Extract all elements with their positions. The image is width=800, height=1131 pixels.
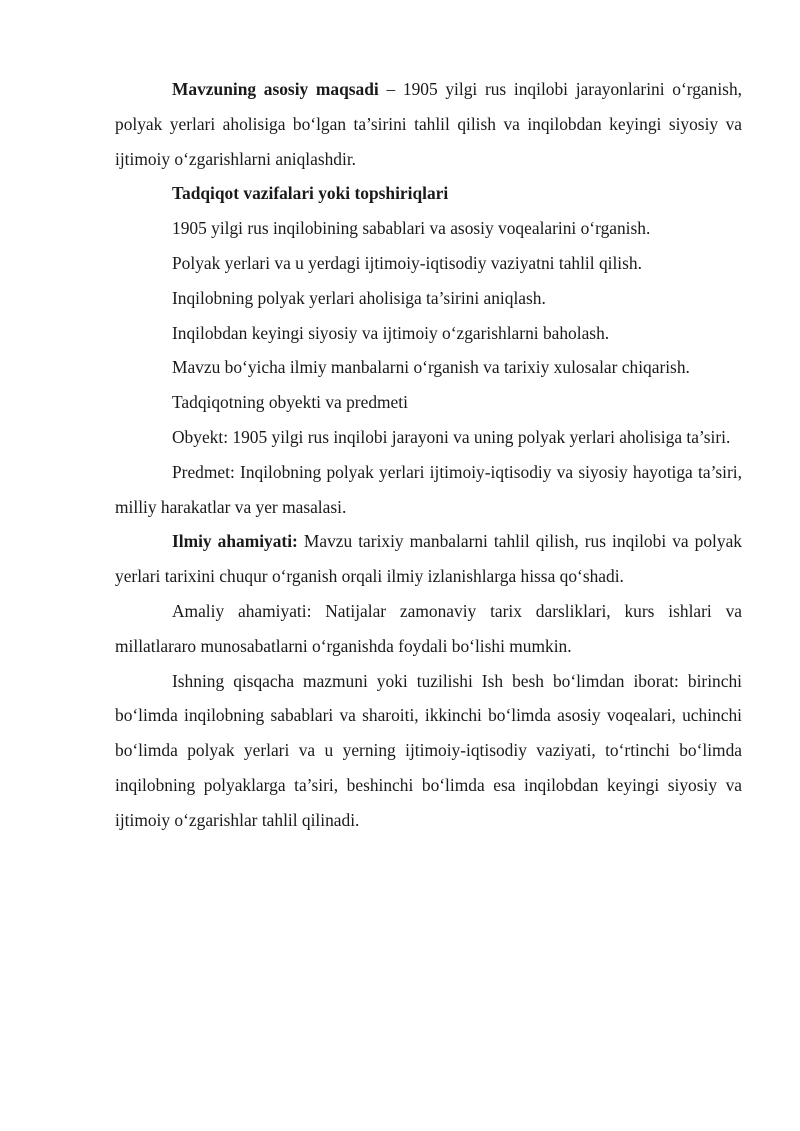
scientific-significance-paragraph bbox=[115, 524, 742, 594]
goal-lead: Mavzuning asosiy maqsadi bbox=[172, 79, 379, 99]
structure-paragraph: Ishning qisqacha mazmuni yoki tuzilishi Ish besh bo‘limdan iborat: birinchi bo‘limda inqilobning sabablari va sharoiti, ikkinchi bo‘limda asosiy voqealari, uchinchi bo‘limda polyak yerlari va u yerning ijtimoiy-iqtisodiy vaziyati, to‘rtinchi bo‘limda inqilobning polyaklarga ta’siri, beshinchi bo‘limda esa inqilobdan keyingi siyosiy va ijtimoiy o‘zgarishlar tahlil qilinadi. bbox=[115, 670, 742, 830]
task-item-1: 1905 yilgi rus inqilobining sabablari va asosiy voqealarini o‘rganish. bbox=[172, 218, 651, 239]
task-item-2: Polyak yerlari va u yerdagi ijtimoiy-iqtisodiy vaziyatni tahlil qilish. bbox=[172, 252, 642, 273]
document-page bbox=[115, 72, 742, 838]
goal-paragraph bbox=[115, 72, 742, 176]
goal-text: – 1905 yilgi rus inqilobi jarayonlarini o‘rganish, polyak yerlari aholisiga bo‘lgan ta’sirini tahlil qilish va inqilobdan keyingi siyosiy va ijtimoiy o‘zgarishlarni aniqlashdir. bbox=[115, 79, 742, 169]
task-item-5: Mavzu bo‘yicha ilmiy manbalarni o‘rganish va tarixiy xulosalar chiqarish. bbox=[172, 357, 690, 378]
object-subject-heading: Tadqiqotning obyekti va predmeti bbox=[172, 392, 408, 413]
scientific-text: Mavzu tarixiy manbalarni tahlil qilish, rus inqilobi va polyak yerlari tarixini chuqur o‘rganish orqali ilmiy izlanishlarga hissa qo‘shadi. bbox=[115, 531, 742, 587]
object-paragraph: Obyekt: 1905 yilgi rus inqilobi jarayoni va uning polyak yerlari aholisiga ta’siri. bbox=[172, 426, 731, 447]
tasks-heading: Tadqiqot vazifalari yoki topshiriqlari bbox=[172, 183, 449, 204]
scientific-lead: Ilmiy ahamiyati: bbox=[172, 531, 298, 552]
subject-paragraph: Predmet: Inqilobning polyak yerlari ijtimoiy-iqtisodiy va siyosiy hayotiga ta’siri, milliy harakatlar va yer masalasi. bbox=[115, 461, 742, 517]
task-item-4: Inqilobdan keyingi siyosiy va ijtimoiy o‘zgarishlarni baholash. bbox=[172, 322, 610, 343]
task-item-3: Inqilobning polyak yerlari aholisiga ta’sirini aniqlash. bbox=[172, 287, 546, 308]
practical-significance-paragraph: Amaliy ahamiyati: Natijalar zamonaviy tarix darsliklari, kurs ishlari va millatlararo munosabatlarni o‘rganishda foydali bo‘lishi mumkin. bbox=[115, 600, 742, 656]
